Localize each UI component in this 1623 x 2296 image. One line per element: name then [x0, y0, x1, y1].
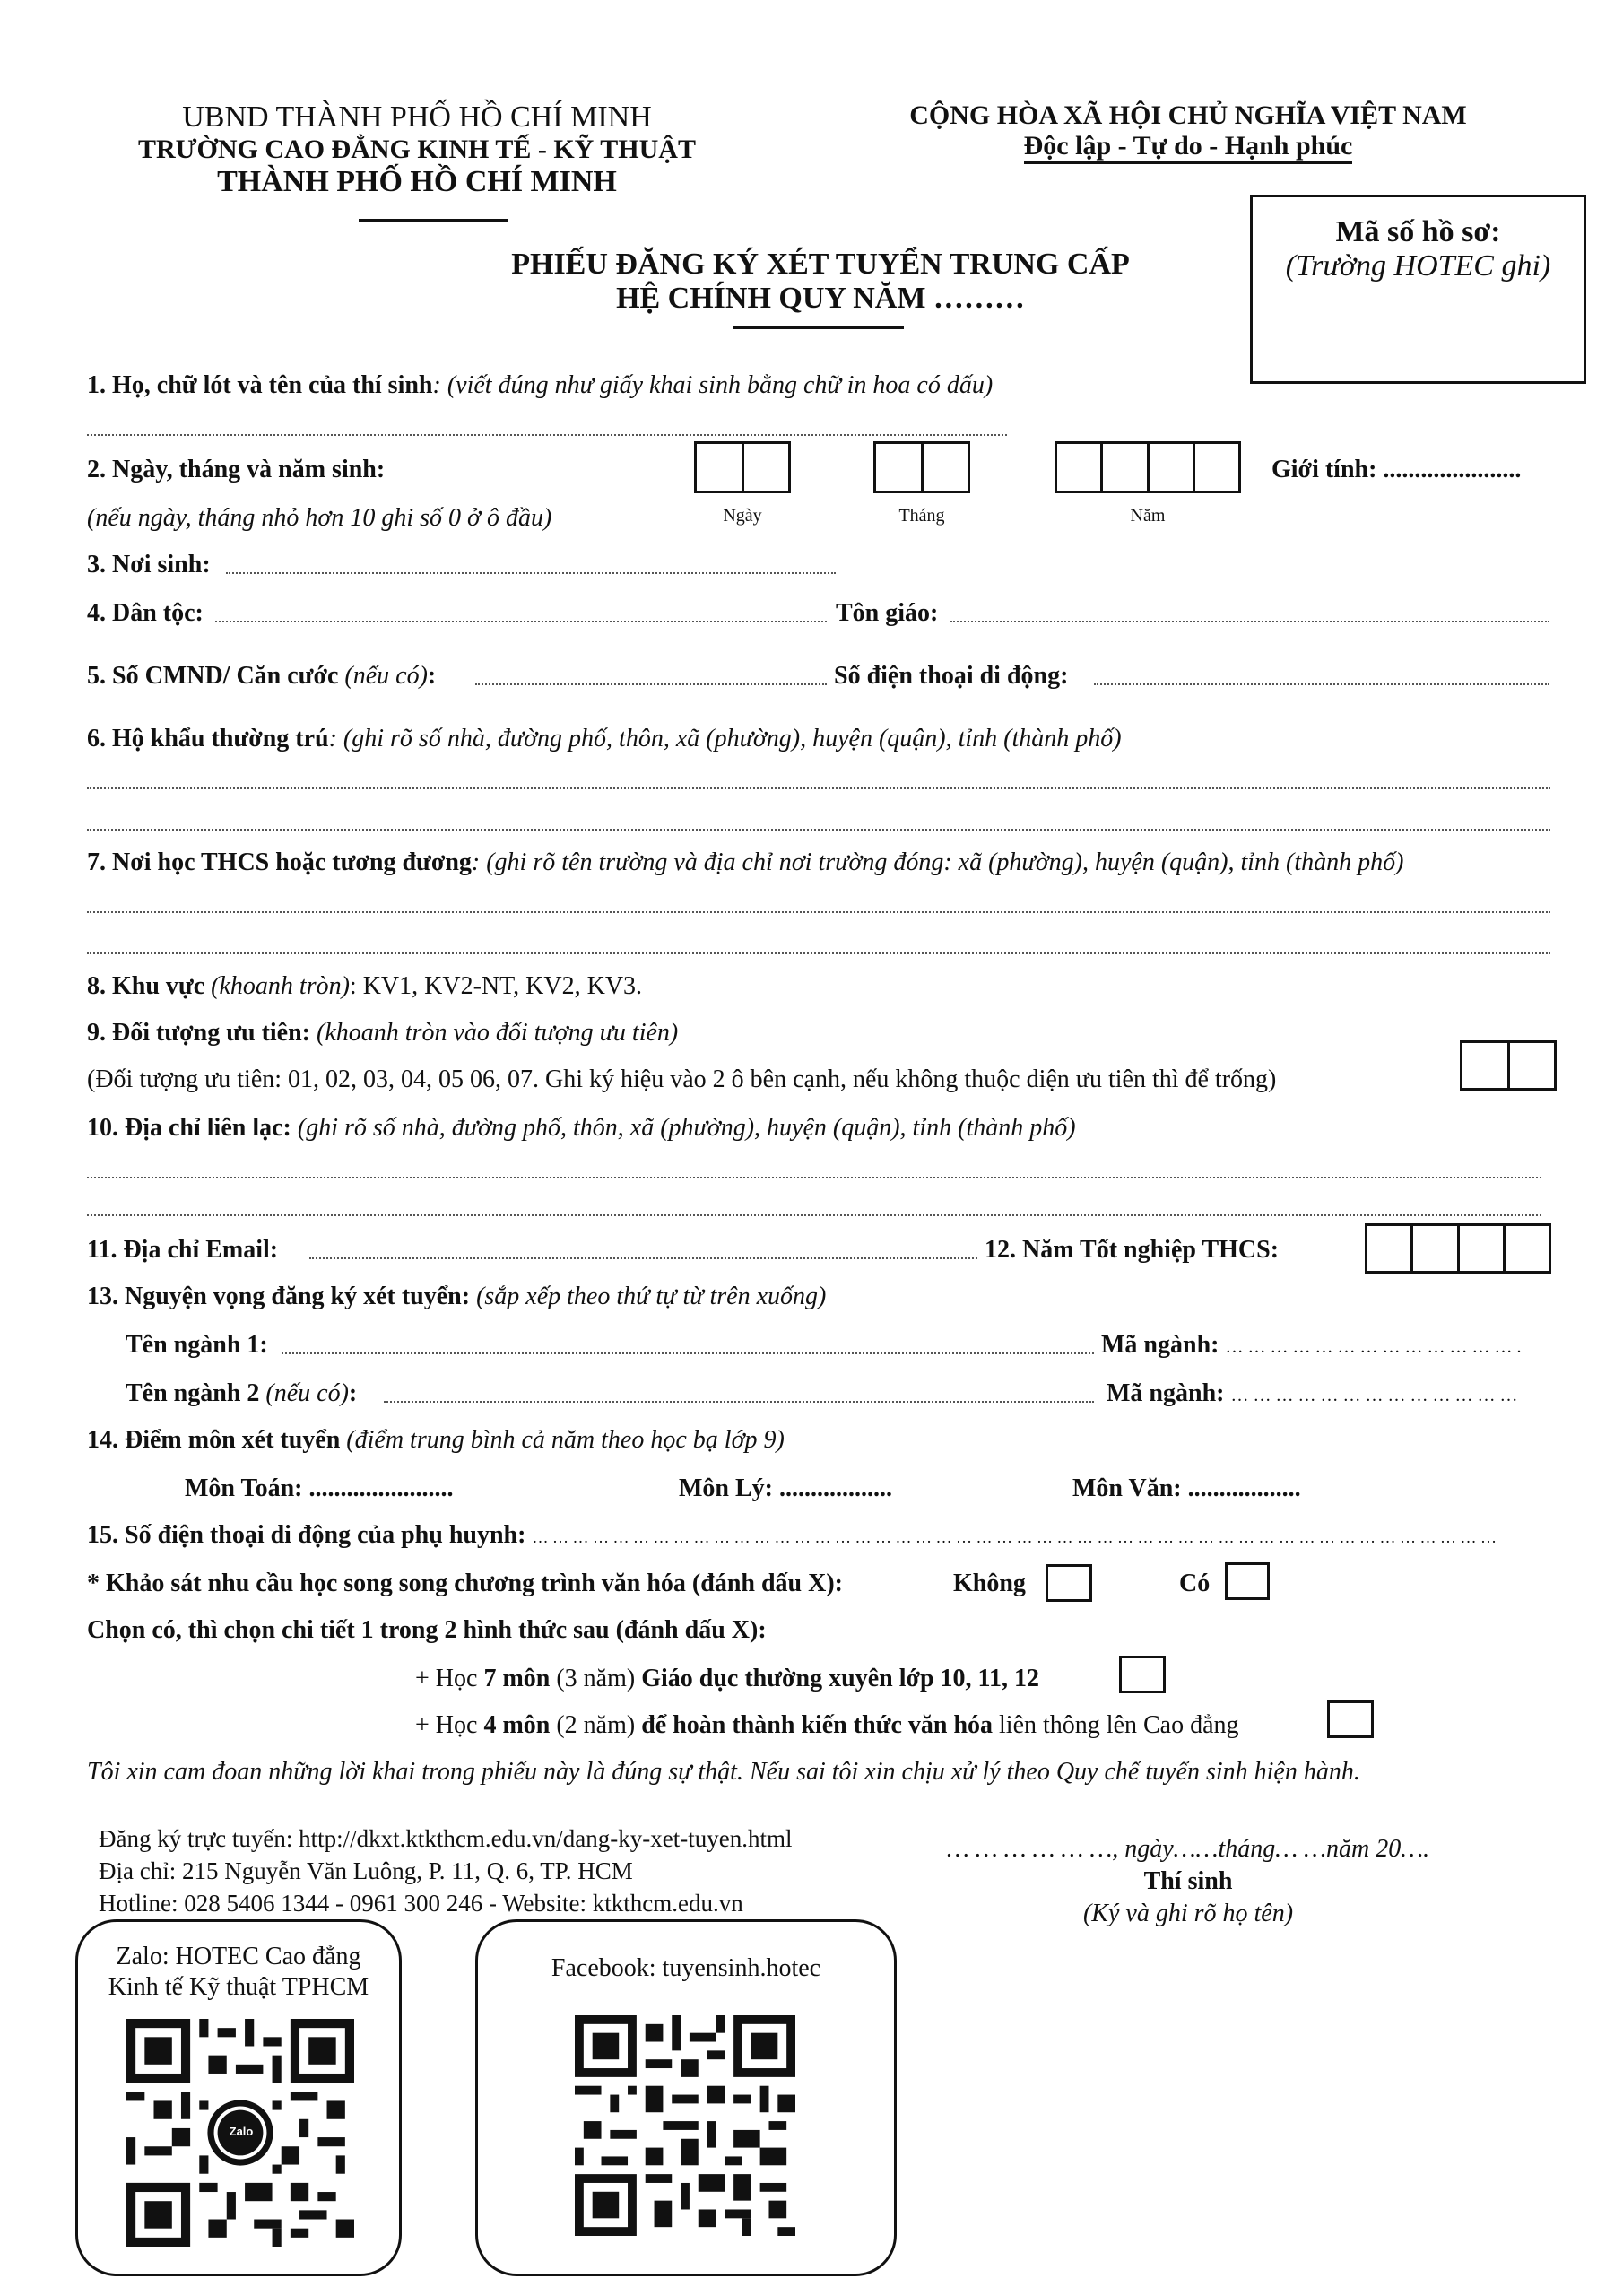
- month-caption: Tháng: [898, 506, 945, 526]
- field-7: 7. Nơi học THCS hoặc tương đương: (ghi rõ tên trường và địa chỉ nơi trường đóng: xã (phường), huyện (quận), tỉnh (thành phố): [87, 848, 1404, 876]
- facebook-card: [475, 1919, 897, 2276]
- major1-line[interactable]: [282, 1352, 1094, 1354]
- ethnicity-line[interactable]: [215, 621, 827, 622]
- zalo-caption: Zalo: HOTEC Cao đẳng Kinh tế Kỹ thuật TPHCM: [108, 1943, 369, 2001]
- school-line-1[interactable]: [87, 911, 1550, 913]
- contact-line-1[interactable]: [87, 1177, 1541, 1178]
- math-score[interactable]: Môn Toán: .......................: [185, 1474, 454, 1502]
- file-code-label: Mã số hồ sơ:: [1335, 215, 1501, 248]
- yes-label: Có: [1179, 1570, 1211, 1597]
- header-left: [135, 100, 699, 199]
- religion-label: Tôn giáo:: [836, 599, 939, 627]
- major2-code[interactable]: Mã ngành: … … … … … … … … … … … … …: [1107, 1379, 1518, 1407]
- month-boxes[interactable]: [873, 441, 970, 493]
- form-title: [395, 248, 1246, 316]
- header-divider: [359, 219, 508, 222]
- priority-boxes[interactable]: [1460, 1040, 1557, 1091]
- year-boxes[interactable]: [1055, 441, 1241, 493]
- hotline[interactable]: Hotline: 028 5406 1344 - 0961 300 246 - Website: ktkthcm.edu.vn: [99, 1890, 743, 1917]
- sign-note: (Ký và ghi rõ họ tên): [1082, 1900, 1294, 1927]
- choose-instruction: Chọn có, thì chọn chi tiết 1 trong 2 hình thức sau (đánh dấu X):: [87, 1616, 767, 1644]
- id-number-line[interactable]: [475, 683, 827, 685]
- major2-label: Tên ngành 2 (nếu có):: [126, 1379, 358, 1407]
- field-4-label: 4. Dân tộc:: [87, 599, 204, 627]
- field-1-line[interactable]: [87, 434, 1007, 436]
- field-14: 14. Điểm môn xét tuyển (điểm trung bình cả năm theo học bạ lớp 9): [87, 1426, 785, 1454]
- survey-question: * Khảo sát nhu cầu học song song chương trình văn hóa (đánh dấu X):: [87, 1570, 843, 1597]
- major2-line[interactable]: [384, 1401, 1094, 1403]
- no-label: Không: [953, 1570, 1026, 1597]
- field-11-label: 11. Địa chỉ Email:: [87, 1236, 279, 1264]
- field-2-label: 2. Ngày, tháng và năm sinh:: [87, 456, 386, 483]
- field-13: 13. Nguyện vọng đăng ký xét tuyển: (sắp xếp theo thứ tự từ trên xuống): [87, 1283, 827, 1310]
- file-code-box[interactable]: [1250, 195, 1586, 384]
- field-10: 10. Địa chỉ liên lạc: (ghi rõ số nhà, đường phố, thôn, xã (phường), huyện (quận), tỉnh (thành phố): [87, 1114, 1076, 1142]
- literature-score[interactable]: Môn Văn: ..................: [1072, 1474, 1301, 1502]
- title-line2: HỆ CHÍNH QUY NĂM ………: [616, 282, 1025, 315]
- gender-field[interactable]: Giới tính: ......................: [1271, 456, 1522, 483]
- religion-line[interactable]: [950, 621, 1549, 622]
- header-right: [852, 100, 1524, 164]
- field-2-note: (nếu ngày, tháng nhỏ hơn 10 ghi số 0 ở ô đầu): [87, 504, 552, 532]
- residence-line-1[interactable]: [87, 787, 1550, 789]
- header-right-motto: Độc lập - Tự do - Hạnh phúc: [1024, 131, 1353, 164]
- residence-line-2[interactable]: [87, 829, 1550, 831]
- title-line1: PHIẾU ĐĂNG KÝ XÉT TUYỂN TRUNG CẤP: [511, 248, 1130, 281]
- yes-checkbox[interactable]: [1225, 1562, 1270, 1600]
- field-9-detail: (Đối tượng ưu tiên: 01, 02, 03, 04, 05 06, 07. Ghi ký hiệu vào 2 ô bên cạnh, nếu không thuộc diện ưu tiên thì để trống): [87, 1065, 1277, 1093]
- pledge: Tôi xin cam đoan những lời khai trong phiếu này là đúng sự thật. Nếu sai tôi xin chịu xử lý theo Quy chế tuyển sinh hiện hành.: [87, 1758, 1360, 1786]
- option-2-checkbox[interactable]: [1327, 1700, 1374, 1738]
- year-caption: Năm: [1130, 506, 1166, 526]
- date-line[interactable]: … … … … … …, ngày……tháng… …năm 20….: [946, 1835, 1430, 1863]
- field-1: 1. Họ, chữ lót và tên của thí sinh: (viết đúng như giấy khai sinh bằng chữ in hoa có dấu): [87, 371, 994, 399]
- email-line[interactable]: [309, 1257, 977, 1259]
- field-5: 5. Số CMND/ Căn cước (nếu có):: [87, 662, 437, 690]
- facebook-caption: Facebook: tuyensinh.hotec: [551, 1954, 821, 1982]
- phone-label: Số điện thoại di động:: [834, 662, 1069, 690]
- option-1-checkbox[interactable]: [1119, 1656, 1166, 1693]
- contact-info: [99, 1822, 793, 1919]
- title-underline: [733, 326, 904, 329]
- phone-line[interactable]: [1094, 683, 1549, 685]
- physics-score[interactable]: Môn Lý: ..................: [679, 1474, 892, 1502]
- school-line-2[interactable]: [87, 952, 1550, 954]
- facebook-qr-code[interactable]: [575, 2015, 795, 2236]
- zalo-card: [75, 1919, 402, 2276]
- field-15[interactable]: 15. Số điện thoại di động của phụ huynh: … … … … … … … … … … … … … … … … … … … … … … … … … … … … … … … … … … … … … … … … … … … … … … … …: [87, 1521, 1497, 1549]
- day-caption: Ngày: [723, 506, 762, 526]
- field-8: 8. Khu vực (khoanh tròn): KV1, KV2-NT, KV2, KV3.: [87, 972, 643, 1000]
- option-2: + Học 4 môn (2 năm) để hoàn thành kiến thức văn hóa liên thông lên Cao đẳng: [415, 1711, 1239, 1739]
- option-1: + Học 7 môn (3 năm) Giáo dục thường xuyên lớp 10, 11, 12: [415, 1665, 1040, 1692]
- graduation-year-boxes[interactable]: [1365, 1223, 1551, 1274]
- field-9: 9. Đối tượng ưu tiên: (khoanh tròn vào đối tượng ưu tiên): [87, 1019, 679, 1047]
- field-12-label: 12. Năm Tốt nghiệp THCS:: [985, 1236, 1280, 1264]
- school-address: Địa chỉ: 215 Nguyễn Văn Luông, P. 11, Q. 6, TP. HCM: [99, 1857, 633, 1884]
- field-3-label: 3. Nơi sinh:: [87, 551, 211, 578]
- header-right-line1: CỘNG HÒA XÃ HỘI CHỦ NGHĨA VIỆT NAM: [909, 100, 1467, 130]
- file-code-note: (Trường HOTEC ghi): [1285, 249, 1551, 283]
- header-left-line1: UBND THÀNH PHỐ HỒ CHÍ MINH: [182, 100, 652, 134]
- contact-line-2[interactable]: [87, 1214, 1541, 1216]
- day-boxes[interactable]: [694, 441, 791, 493]
- header-left-line3: THÀNH PHỐ HỒ CHÍ MINH: [217, 165, 617, 198]
- online-registration[interactable]: Đăng ký trực tuyến: http://dkxt.ktkthcm.edu.vn/dang-ky-xet-tuyen.html: [99, 1825, 793, 1852]
- signer-label: Thí sinh: [1143, 1867, 1233, 1895]
- signature-block: [897, 1835, 1480, 1928]
- zalo-logo: Zalo: [229, 2125, 254, 2138]
- no-checkbox[interactable]: [1046, 1564, 1092, 1602]
- birthplace-line[interactable]: [226, 572, 836, 574]
- header-left-line2: TRƯỜNG CAO ĐẲNG KINH TẾ - KỸ THUẬT: [137, 135, 696, 164]
- major1-label: Tên ngành 1:: [126, 1331, 268, 1359]
- field-6: 6. Hộ khẩu thường trú: (ghi rõ số nhà, đường phố, thôn, xã (phường), huyện (quận), tỉnh (thành phố): [87, 725, 1122, 752]
- major1-code[interactable]: Mã ngành: … … … … … … … … … … … … … .: [1101, 1331, 1522, 1359]
